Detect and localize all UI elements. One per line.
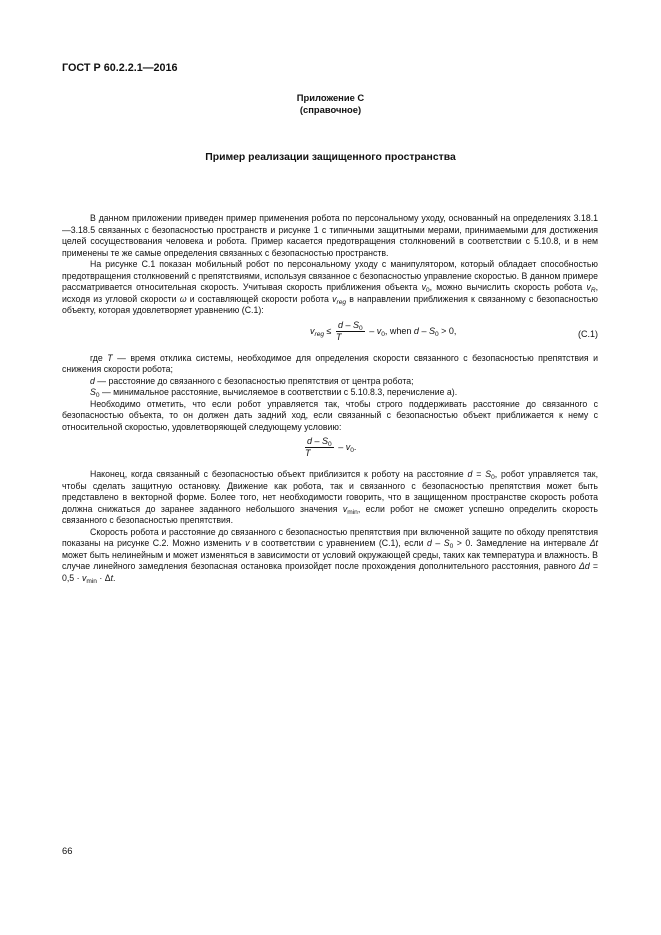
equation-condition (62, 433, 598, 469)
appendix-title: Приложение С (296, 92, 365, 103)
equation-number: (С.1) (578, 328, 598, 339)
paragraph-stop: Наконец, когда связанный с безопасностью объект приблизится к роботу на расстояние $d = S_0$, робот управляется так, чтобы сделать защитную остановку. Движение как робота, так и связанного с безопасностью препятствия может быть представлено в векторной форме. Более того, нет необходимости говорить, что в защищенном пространстве скорость робота должна снижаться до заранее заданного небольшого значения $v_{min}$, если робот не сможет успешно определить скорость связанного с безопасностью препятствия. (62, 469, 598, 525)
equation-c1-expression: $v_{reg}$ ≤ $\frac{d - S_0}{T}$ – $v_0$, when $d - S_0 > 0$, (310, 319, 457, 342)
appendix-subtitle: (справочное) (299, 104, 362, 115)
paragraph-intro: В данном приложении приведен пример применения робота по персональному уходу, основанный на определениях 3.18.1—3.18.5 связанных с безопасностью пространств и рисунке 1 с типичными защитными мерами, принимаемыми для достижения целей сосуществования человека и робота. Пример касается предотвращения столкновений в соответствии с 5.10.8, и в нем применены те же самые определения связанных с безопасностью пространств. (62, 213, 598, 258)
definition-d: d — расстояние до связанного с безопасностью препятствия от центра робота; (90, 375, 414, 386)
section-title: Пример реализации защищенного пространства (205, 152, 456, 163)
definition-s0: $S_0$ — минимальное расстояние, вычисляемое в соответствии с 5.10.8.3, перечисление а). (90, 387, 458, 399)
condition-expression: $\frac{d - S_0}{T}$ – $v_0$. (305, 436, 357, 458)
paragraph-figure-c2: Скорость робота и расстояние до связанного с безопасностью препятствия при включенной защите по обходу препятствия показаны на рисунке С.2. Можно изменить v в соответствии с уравнением (С.1), если $d - S_0 > 0$. Замедление на интервале Δt может быть нелинейным и может изменяться в зависимости от условий окружающей среды, таких как температура и влажность. В случае линейного замедления безопасная остановка произойдет после прохождения дополнительного расстояния, равного $\Delta d = 0,5 \cdot v_{min} \cdot \Delta t$. (62, 526, 598, 585)
where-clause: где T — время отклика системы, необходимое для определения скорости связанного с безопасностью препятствия и снижения скорости робота; (62, 352, 599, 374)
body-text (62, 213, 598, 584)
equation-c1 (62, 317, 598, 353)
paragraph-reverse: Необходимо отметить, что если робот управляется так, чтобы строго поддерживать расстояние до связанного с безопасностью объекта, то он должен дать задний ход, если связанный с безопасностью объект приближается к нему с относительной скоростью, удовлетворяющей следующему условию: (62, 398, 598, 432)
document-id: ГОСТ Р 60.2.2.1—2016 (62, 62, 178, 74)
page-number: 66 (62, 845, 73, 856)
paragraph-figure-c1: На рисунке С.1 показан мобильный робот по персональному уходу с манипулятором, который обладает способностью предотвращения столкновений с препятствиями, используя связанное с безопасностью управление скоростью. В данном примере рассматривается относительная скорость. Учитывая скорость приближения объекта $v_0$, можно вычислить скорость робота $v_R$, исходя из угловой скорости ω и составляющей скорости робота $v_{reg}$ в направлении приближения к связанному с безопасностью объекту, которая удовлетворяет уравнению (С.1): (62, 259, 599, 315)
